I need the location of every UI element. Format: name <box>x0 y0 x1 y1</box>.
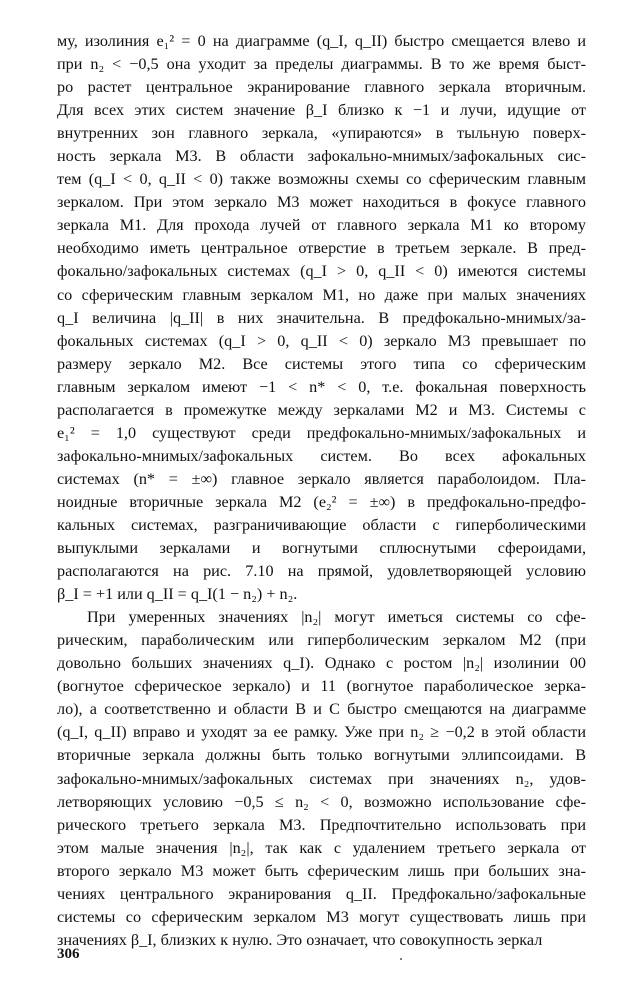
text-line: второго зеркало М3 может быть сферическим лишь при больших зна- <box>57 861 586 880</box>
text-line: ро растет центральное экранирование главного зеркала вторичным. <box>57 78 586 97</box>
print-speck <box>400 958 402 960</box>
text-line: зеркала М1. Для прохода лучей от главного зеркала М1 ко второму <box>57 216 586 235</box>
text-line: му, изолиния e₁² = 0 на диаграмме (q_I, q_II) быстро смещается влево и <box>57 32 586 50</box>
text-line: значениях β_I, близких к нулю. Это означает, что совокупность зеркал <box>57 930 543 949</box>
text-line: ноидные вторичные зеркала М2 (e₂² = ±∞) в предфокально-предфо- <box>57 492 586 511</box>
text-line: при n₂ < −0,5 она уходит за пределы диаграммы. В то же время быст- <box>57 55 586 74</box>
text-line: вторичные зеркала должны быть только вогнутыми эллипсоидами. В <box>57 746 586 765</box>
text-line: При умеренных значениях |n₂| могут иметься системы со сфе- <box>87 608 586 627</box>
text-line: главным зеркалом имеют −1 < n* < 0, т.е. фокальная поверхность <box>57 377 586 396</box>
text-line: системы со сферическим зеркалом М3 могут существовать лишь при <box>57 907 586 926</box>
text-line: зафокально-мнимых/зафокальных систем. Во всех афокальных <box>57 446 586 465</box>
text-line: размеру зеркало М2. Все системы этого типа со сферическим <box>57 354 586 373</box>
text-line: системах (n* = ±∞) главное зеркало является параболоидом. Пла- <box>57 469 586 488</box>
text-line: рического третьего зеркала М3. Предпочтительно использовать при <box>57 815 586 834</box>
body-text <box>57 30 586 952</box>
text-line: довольно больших значениях q_I). Однако с ростом |n₂| изолинии 00 <box>57 654 586 673</box>
text-line: внутренних зон главного зеркала, «упираются» в тыльную поверх- <box>57 124 586 143</box>
text-line: зеркалом. При этом зеркало М3 может находиться в фокусе главного <box>57 193 586 212</box>
text-line: чениях центрального экранирования q_II. Предфокально/зафокальные <box>57 884 586 903</box>
text-line: выпуклыми зеркалами и вогнутыми сплюснутыми сфероидами, <box>57 539 586 558</box>
text-line: фокальных системах (q_I > 0, q_II < 0) зеркало М3 превышает по <box>57 331 586 350</box>
text-line: летворяющих условию −0,5 ≤ n₂ < 0, возможно использование сфе- <box>57 792 586 811</box>
text-line: со сферическим главным зеркалом М1, но даже при малых значениях <box>57 285 586 304</box>
text-line: рическим, параболическим или гиперболическим зеркалом М2 (при <box>57 631 586 650</box>
text-line: располагаются на рис. 7.10 на прямой, удовлетворяющей условию <box>57 562 586 581</box>
text-line: (вогнутое сферическое зеркало) и 11 (вогнутое параболическое зерка- <box>57 677 586 696</box>
paragraph <box>57 606 586 952</box>
text-line: фокально/зафокальных системах (q_I > 0, q_II < 0) имеются системы <box>57 262 586 281</box>
text-line: Для всех этих систем значение β_I близко к −1 и лучи, идущие от <box>57 101 586 120</box>
text-line: этом малые значения |n₂|, так как с удалением третьего зеркала от <box>57 838 586 857</box>
text-line: зафокально-мнимых/зафокальных системах при значениях n₂, удов- <box>57 769 586 788</box>
text-line: β_I = +1 или q_II = q_I(1 − n₂) + n₂. <box>57 585 298 604</box>
paragraph <box>57 30 586 606</box>
text-line: кальных системах, разграничивающие области с гиперболическими <box>57 515 586 534</box>
text-line: ность зеркала М3. В области зафокально-мнимых/зафокальных сис- <box>57 147 586 166</box>
text-line: (q_I, q_II) вправо и уходят за ее рамку. Уже при n₂ ≥ −0,2 в этой области <box>57 723 586 742</box>
page-number: 306 <box>57 946 80 962</box>
text-line: q_I величина |q_II| в них значительна. В предфокально-мнимых/за- <box>57 308 586 327</box>
text-line: e₁² = 1,0 существуют среди предфокально-мнимых/зафокальных и <box>57 423 586 442</box>
text-line: ло), а соответственно и области B и C быстро смещаются на диаграмме <box>57 700 586 719</box>
text-line: необходимо иметь центральное отверстие в третьем зеркале. В пред- <box>57 239 586 258</box>
text-line: располагается в промежутке между зеркалами М2 и М3. Системы с <box>57 400 586 419</box>
text-line: тем (q_I < 0, q_II < 0) также возможны схемы со сферическим главным <box>57 170 586 189</box>
